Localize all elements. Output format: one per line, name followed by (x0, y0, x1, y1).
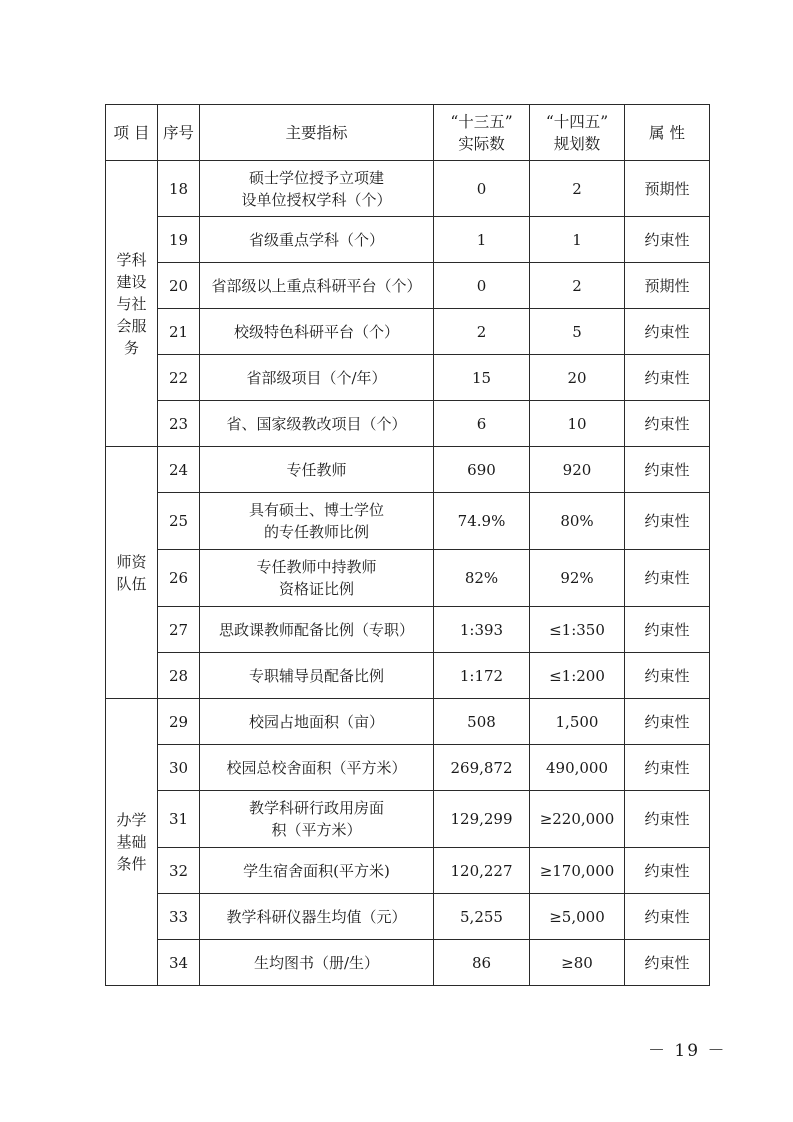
row-number-cell: 20 (158, 263, 200, 309)
row-number-cell: 18 (158, 161, 200, 217)
actual-value-cell: 0 (434, 263, 530, 309)
table-row (106, 161, 710, 217)
table-row (106, 493, 710, 550)
attribute-cell: 约束性 (625, 217, 710, 263)
plan-value-cell: ≥170,000 (530, 848, 625, 894)
plan-value-cell: 490,000 (530, 745, 625, 791)
actual-value-cell: 690 (434, 447, 530, 493)
row-number-cell: 21 (158, 309, 200, 355)
indicator-cell: 校级特色科研平台（个） (200, 309, 434, 355)
table-row (106, 745, 710, 791)
table-row (106, 699, 710, 745)
attribute-cell: 预期性 (625, 161, 710, 217)
indicator-cell: 思政课教师配备比例（专职） (200, 607, 434, 653)
plan-value-cell: 2 (530, 263, 625, 309)
indicator-cell: 省部级以上重点科研平台（个） (200, 263, 434, 309)
actual-value-cell: 1:172 (434, 653, 530, 699)
plan-value-cell: 920 (530, 447, 625, 493)
indicator-table (105, 104, 710, 986)
attribute-cell: 约束性 (625, 355, 710, 401)
actual-value-cell: 74.9% (434, 493, 530, 550)
attribute-cell: 约束性 (625, 699, 710, 745)
indicator-cell: 专任教师 (200, 447, 434, 493)
header-indicator: 主要指标 (200, 105, 434, 161)
indicator-cell: 学生宿舍面积(平方米) (200, 848, 434, 894)
table-row (106, 355, 710, 401)
indicator-cell: 教学科研行政用房面 积（平方米） (200, 791, 434, 848)
header-plan (530, 105, 625, 161)
indicator-cell: 省、国家级教改项目（个） (200, 401, 434, 447)
row-number-cell: 31 (158, 791, 200, 848)
row-number-cell: 28 (158, 653, 200, 699)
indicator-cell: 校园总校舍面积（平方米） (200, 745, 434, 791)
indicator-cell: 硕士学位授予立项建 设单位授权学科（个） (200, 161, 434, 217)
row-number-cell: 29 (158, 699, 200, 745)
attribute-cell: 约束性 (625, 607, 710, 653)
actual-value-cell: 86 (434, 940, 530, 986)
attribute-cell: 约束性 (625, 447, 710, 493)
attribute-cell: 约束性 (625, 894, 710, 940)
category-cell: 师资队伍 (106, 447, 158, 699)
row-number-cell: 25 (158, 493, 200, 550)
indicator-cell: 专任教师中持教师 资格证比例 (200, 550, 434, 607)
table-row (106, 550, 710, 607)
plan-value-cell: ≥220,000 (530, 791, 625, 848)
attribute-cell: 约束性 (625, 653, 710, 699)
table-row (106, 217, 710, 263)
actual-value-cell: 6 (434, 401, 530, 447)
table-header-row (106, 105, 710, 161)
actual-value-cell: 120,227 (434, 848, 530, 894)
actual-value-cell: 508 (434, 699, 530, 745)
plan-value-cell: ≥5,000 (530, 894, 625, 940)
attribute-cell: 约束性 (625, 940, 710, 986)
table-row (106, 791, 710, 848)
indicator-cell: 专职辅导员配备比例 (200, 653, 434, 699)
actual-value-cell: 1:393 (434, 607, 530, 653)
actual-value-cell: 5,255 (434, 894, 530, 940)
header-actual (434, 105, 530, 161)
table-row (106, 401, 710, 447)
table-body (106, 161, 710, 986)
category-cell: 办学基础条件 (106, 699, 158, 986)
plan-value-cell: 5 (530, 309, 625, 355)
header-no: 序号 (158, 105, 200, 161)
actual-value-cell: 129,299 (434, 791, 530, 848)
attribute-cell: 预期性 (625, 263, 710, 309)
indicator-cell: 校园占地面积（亩） (200, 699, 434, 745)
indicator-cell: 省部级项目（个/年） (200, 355, 434, 401)
table-row (106, 653, 710, 699)
row-number-cell: 34 (158, 940, 200, 986)
plan-value-cell: ≤1:350 (530, 607, 625, 653)
plan-value-cell: 10 (530, 401, 625, 447)
attribute-cell: 约束性 (625, 493, 710, 550)
row-number-cell: 26 (158, 550, 200, 607)
header-actual-line2: 实际数 (458, 134, 505, 153)
row-number-cell: 22 (158, 355, 200, 401)
header-plan-line2: 规划数 (553, 134, 601, 153)
actual-value-cell: 269,872 (434, 745, 530, 791)
indicator-cell: 教学科研仪器生均值（元） (200, 894, 434, 940)
header-category: 项 目 (106, 105, 158, 161)
row-number-cell: 23 (158, 401, 200, 447)
table-row (106, 263, 710, 309)
indicator-cell: 省级重点学科（个） (200, 217, 434, 263)
plan-value-cell: 20 (530, 355, 625, 401)
table-row (106, 309, 710, 355)
row-number-cell: 19 (158, 217, 200, 263)
attribute-cell: 约束性 (625, 848, 710, 894)
plan-value-cell: ≥80 (530, 940, 625, 986)
header-attribute: 属 性 (625, 105, 710, 161)
row-number-cell: 27 (158, 607, 200, 653)
attribute-cell: 约束性 (625, 745, 710, 791)
actual-value-cell: 2 (434, 309, 530, 355)
row-number-cell: 24 (158, 447, 200, 493)
header-actual-line1: “十三五” (450, 112, 513, 131)
table-row (106, 894, 710, 940)
table-row (106, 607, 710, 653)
table-row (106, 447, 710, 493)
actual-value-cell: 1 (434, 217, 530, 263)
attribute-cell: 约束性 (625, 401, 710, 447)
actual-value-cell: 0 (434, 161, 530, 217)
actual-value-cell: 15 (434, 355, 530, 401)
plan-value-cell: 2 (530, 161, 625, 217)
plan-value-cell: 1,500 (530, 699, 625, 745)
indicator-cell: 生均图书（册/生） (200, 940, 434, 986)
plan-value-cell: 80% (530, 493, 625, 550)
row-number-cell: 32 (158, 848, 200, 894)
plan-value-cell: 92% (530, 550, 625, 607)
row-number-cell: 33 (158, 894, 200, 940)
indicator-cell: 具有硕士、博士学位 的专任教师比例 (200, 493, 434, 550)
attribute-cell: 约束性 (625, 550, 710, 607)
header-plan-line1: “十四五” (545, 112, 609, 131)
attribute-cell: 约束性 (625, 309, 710, 355)
table-row (106, 848, 710, 894)
plan-value-cell: ≤1:200 (530, 653, 625, 699)
row-number-cell: 30 (158, 745, 200, 791)
actual-value-cell: 82% (434, 550, 530, 607)
page-number: － 19 － (648, 1041, 727, 1061)
plan-value-cell: 1 (530, 217, 625, 263)
table-row (106, 940, 710, 986)
attribute-cell: 约束性 (625, 791, 710, 848)
category-cell: 学科建设与社会服务 (106, 161, 158, 447)
